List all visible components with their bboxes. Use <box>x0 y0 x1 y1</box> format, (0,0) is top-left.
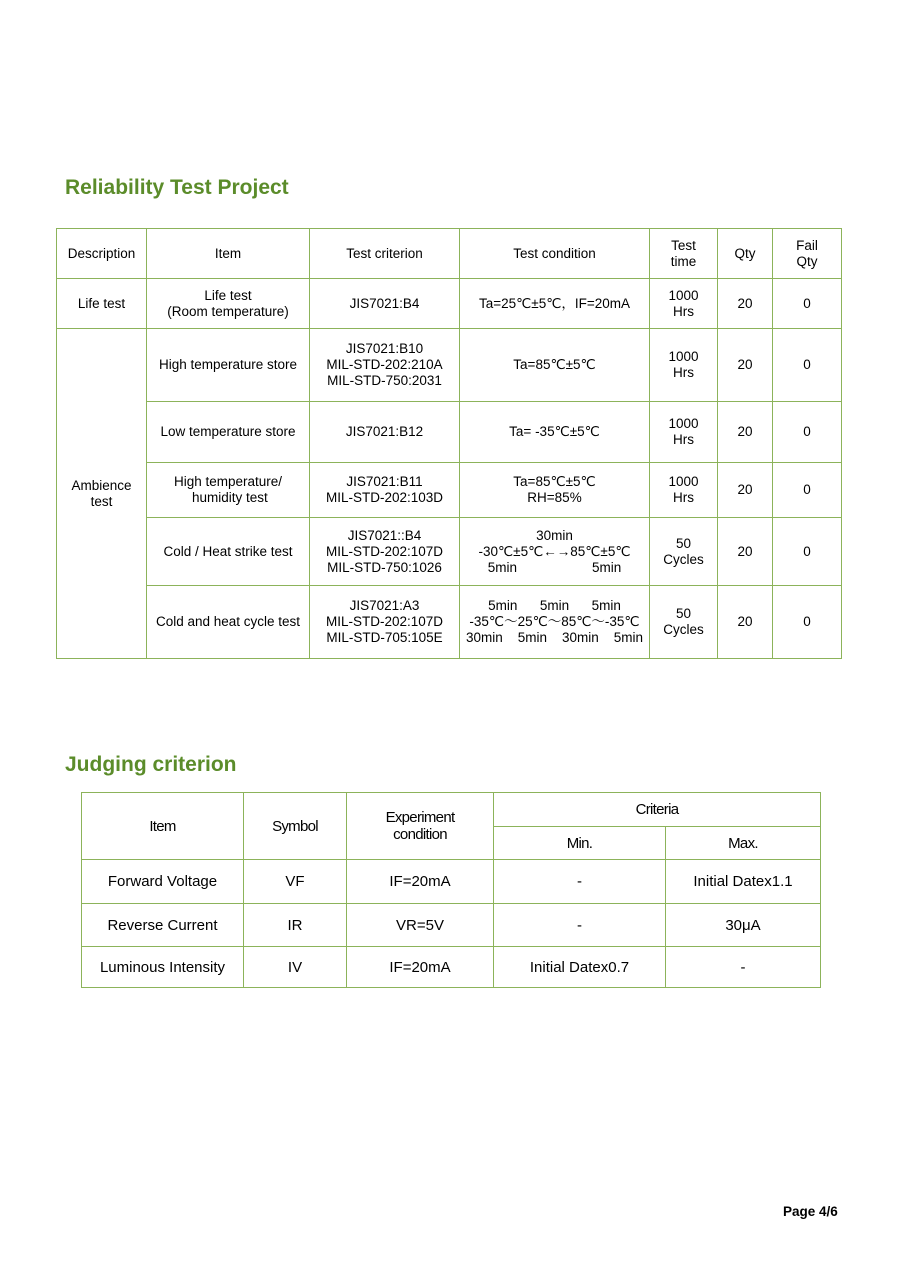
table-row <box>57 586 842 659</box>
cell-fail-qty: 0 <box>773 518 842 586</box>
header-test-criterion: Test criterion <box>310 229 460 279</box>
cell-qty: 20 <box>718 463 773 518</box>
cell-item: Cold / Heat strike test <box>147 518 310 586</box>
cell-time: 1000 Hrs <box>650 463 718 518</box>
table-row <box>57 463 842 518</box>
cell-max: 30μA <box>666 904 821 947</box>
header-min: Min. <box>494 827 666 860</box>
header-symbol: Symbol <box>244 793 347 860</box>
cell-item: High temperature store <box>147 329 310 402</box>
cell-condition: Ta=85℃±5℃ RH=85% <box>460 463 650 518</box>
cell-item: Cold and heat cycle test <box>147 586 310 659</box>
table-row <box>82 904 821 947</box>
cell-time: 1000 Hrs <box>650 402 718 463</box>
cell-condition: IF=20mA <box>347 947 494 988</box>
cell-max: Initial Datex1.1 <box>666 860 821 904</box>
cell-condition: 30min -30℃±5℃←→85℃±5℃ 5min 5min <box>460 518 650 586</box>
cell-condition: 5min 5min 5min -35℃～25℃～85℃～-35℃ 30min 5min 30min 5min <box>460 586 650 659</box>
table-header-row <box>82 793 821 827</box>
cell-fail-qty: 0 <box>773 279 842 329</box>
cell-criterion: JIS7021:B11 MIL-STD-202:103D <box>310 463 460 518</box>
table-header-row <box>57 229 842 279</box>
cell-criterion: JIS7021:B4 <box>310 279 460 329</box>
cell-time: 1000 Hrs <box>650 329 718 402</box>
cell-criterion: JIS7021:B12 <box>310 402 460 463</box>
cell-condition: Ta= -35℃±5℃ <box>460 402 650 463</box>
page-number: Page 4/6 <box>783 1204 838 1219</box>
header-item: Item <box>82 793 244 860</box>
cell-min: Initial Datex0.7 <box>494 947 666 988</box>
cell-fail-qty: 0 <box>773 402 842 463</box>
table-row <box>57 329 842 402</box>
cell-item: High temperature/ humidity test <box>147 463 310 518</box>
cell-condition: Ta=25℃±5℃，IF=20mA <box>460 279 650 329</box>
cell-fail-qty: 0 <box>773 463 842 518</box>
header-experiment-condition: Experiment condition <box>347 793 494 860</box>
cell-qty: 20 <box>718 279 773 329</box>
table-row <box>57 279 842 329</box>
header-item: Item <box>147 229 310 279</box>
judging-section-title: Judging criterion <box>65 753 237 776</box>
cell-item: Low temperature store <box>147 402 310 463</box>
cell-item: Reverse Current <box>82 904 244 947</box>
cell-symbol: IV <box>244 947 347 988</box>
header-criteria: Criteria <box>494 793 821 827</box>
cell-time: 1000 Hrs <box>650 279 718 329</box>
reliability-section-title: Reliability Test Project <box>65 176 289 199</box>
cell-max: - <box>666 947 821 988</box>
cell-criterion: JIS7021::B4 MIL-STD-202:107D MIL-STD-750:1026 <box>310 518 460 586</box>
header-fail-qty: Fail Qty <box>773 229 842 279</box>
cell-item: Luminous Intensity <box>82 947 244 988</box>
cell-fail-qty: 0 <box>773 329 842 402</box>
table-row <box>57 518 842 586</box>
cell-item: Forward Voltage <box>82 860 244 904</box>
header-description: Description <box>57 229 147 279</box>
header-test-condition: Test condition <box>460 229 650 279</box>
judging-criterion-table <box>81 792 821 988</box>
table-row <box>82 947 821 988</box>
cell-symbol: IR <box>244 904 347 947</box>
cell-min: - <box>494 860 666 904</box>
cell-qty: 20 <box>718 329 773 402</box>
cell-item: Life test (Room temperature) <box>147 279 310 329</box>
cell-criterion: JIS7021:A3 MIL-STD-202:107D MIL-STD-705:105E <box>310 586 460 659</box>
cell-condition: Ta=85℃±5℃ <box>460 329 650 402</box>
cell-symbol: VF <box>244 860 347 904</box>
cell-qty: 20 <box>718 586 773 659</box>
cell-min: - <box>494 904 666 947</box>
header-qty: Qty <box>718 229 773 279</box>
cell-condition: VR=5V <box>347 904 494 947</box>
header-max: Max. <box>666 827 821 860</box>
header-test-time: Test time <box>650 229 718 279</box>
cell-time: 50 Cycles <box>650 586 718 659</box>
table-row <box>57 402 842 463</box>
table-row <box>82 860 821 904</box>
cell-qty: 20 <box>718 402 773 463</box>
reliability-test-table <box>56 228 842 659</box>
cell-condition: IF=20mA <box>347 860 494 904</box>
cell-qty: 20 <box>718 518 773 586</box>
cell-time: 50 Cycles <box>650 518 718 586</box>
cell-description: Life test <box>57 279 147 329</box>
cell-description-ambience: Ambience test <box>57 329 147 659</box>
cell-criterion: JIS7021:B10 MIL-STD-202:210A MIL-STD-750:2031 <box>310 329 460 402</box>
cell-fail-qty: 0 <box>773 586 842 659</box>
